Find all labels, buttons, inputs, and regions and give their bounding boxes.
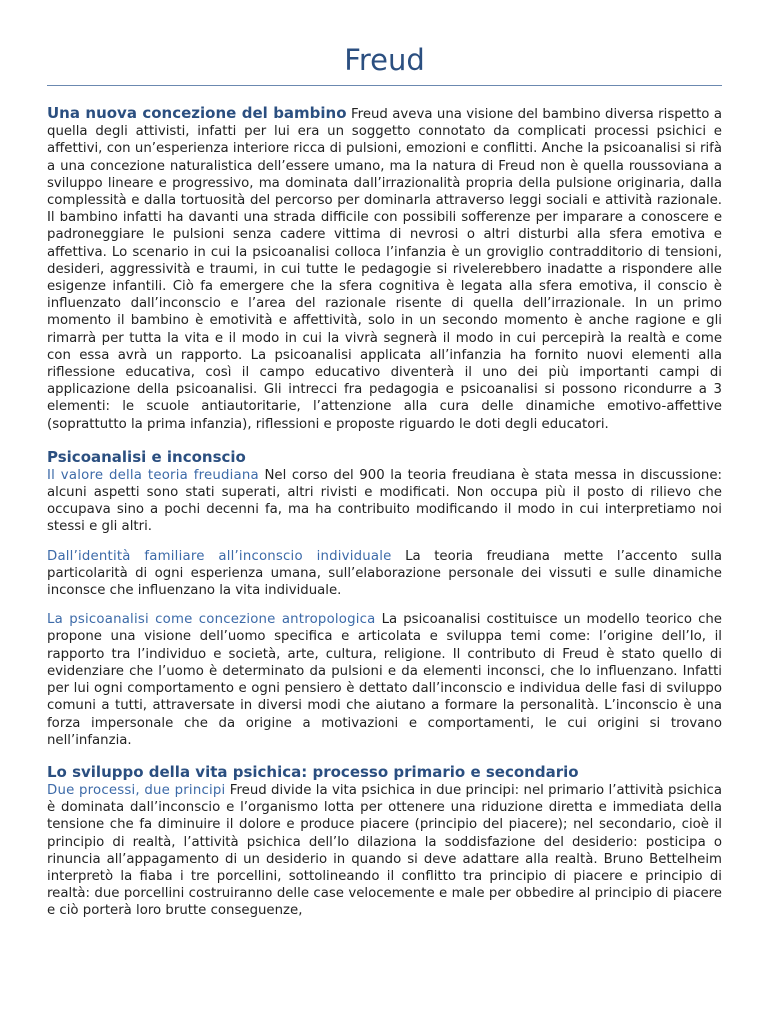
paragraph-intro: [47, 105, 722, 433]
section-heading-sviluppo-vita-psichica: Lo sviluppo della vita psichica: processo primario e secondario: [47, 762, 579, 781]
subheading-concezione-antropologica: La psicoanalisi come concezione antropologica: [47, 612, 376, 628]
subheading-valore-teoria: Il valore della teoria freudiana: [47, 467, 259, 483]
subheading-due-processi: Due processi, due principi: [47, 782, 226, 798]
section-heading-nuova-concezione: Una nuova concezione del bambino: [47, 104, 347, 122]
paragraph-identita-familiare: [47, 548, 722, 600]
paragraph-concezione-antropologica: [47, 611, 722, 749]
paragraph-due-processi: [47, 782, 722, 920]
paragraph-text: Freud aveva una visione del bambino diversa rispetto a quella degli attivisti, infatti per lui era un soggetto connotato da complicati processi psichici e affettivi, con un’esperienza interiore ricca di pulsioni, emozioni e conflitti. Anche la psicoanalisi si rifà a una concezione naturalistica dell’essere umano, ma la natura di Freud non è quella roussoviana a sviluppo lineare e progressivo, ma dominata dall’irrazionalità propria della pulsione originaria, dalla complessità e dalla tortuosità del percorso per dominarla attraverso leggi sociali e attività razionale. Il bambino infatti ha davanti una strada difficile con possibili sofferenze per imparare a conoscere e padroneggiare le pulsioni senza cadere vittima di nevrosi o altri disturbi alla sfera emotiva e affettiva. Lo scenario in cui la psicoanalisi colloca l’infanzia è un groviglio contradditorio di tensioni, desideri, aggressività e traumi, in cui tutte le pedagogie si rivelerebbero inadatte a rispondere alle esigenze infantili. Ciò fa emergere che la sfera cognitiva è legata alla sfera emotiva, il conscio è influenzato dall’inconscio e l’area del razionale risente di quella dell’irrazionale. In un primo momento il bambino è emotività e affettività, solo in un secondo momento è anche ragione e gli rimarrà per tutta la vita e il modo in cui la vivrà segnerà il modo in cui percepirà la realtà e come con essa avrà un rapporto. La psicoanalisi applicata all’infanzia ha fornito nuovi elementi alla riflessione educativa, così il campo educativo diventerà il uno dei più importanti campi di applicazione della psicoanalisi. Gli intrecci fra pedagogia e psicoanalisi si possono ricondurre a 3 elementi: le scuole antiautoritarie, l’attenzione alla cura delle dinamiche emotivo-affettive (soprattutto la prima infanzia), riflessioni e proposte riguardo le doti degli educatori.: [47, 107, 722, 432]
page-title: Freud: [344, 43, 425, 77]
section-heading-psicoanalisi: Psicoanalisi e inconscio: [47, 447, 246, 466]
paragraph-text: Nel corso del 900 la teoria freudiana è stata messa in discussione: alcuni aspetti sono stati superati, altri rivisti e modificati. Non occupa più il posto di rilievo che occupava sino a pochi decenni fa, ma ha contribuito modificando il modo in cui interpretiamo noi stessi e gli altri.: [47, 467, 722, 535]
paragraph-text: Freud divide la vita psichica in due principi: nel primario l’attività psichica è dominata dall’inconscio e l’organismo lotta per ottenere una riduzione diretta e immediata della tensione che fa diminuire il dolore e produce piacere (principio del piacere); nel secondario, cioè il principio di realtà, l’attività psichica dell’Io dilaziona la soddisfazione del desiderio: posticipa o rinuncia all’appagamento di un desiderio in quando si deve adattare alla realtà. Bruno Bettelheim interpretò la fiaba i tre porcellini, sottolineando il conflitto tra principio di piacere e principio di realtà: due porcellini costruiranno delle case velocemente e male per obbedire al principio di piacere e ciò porterà loro brutte conseguenze,: [47, 782, 722, 919]
paragraph-valore-teoria: [47, 467, 722, 536]
paragraph-text: La psicoanalisi costituisce un modello teorico che propone una visione dell’uomo specifica e articolata e sviluppa temi come: l’origine dell’Io, il rapporto tra l’individuo e società, arte, cultura, religione. Il contributo di Freud è stato quello di evidenziare che l’uomo è determinato da pulsioni e da elementi inconsci, che lo influenzano. Infatti per lui ogni comportamento e ogni pensiero è dettato dall’inconscio e individua delle fasi di sviluppo comuni a tutti, attraversate in diversi modi che aiutano a formare la personalità. L’inconscio è una forza impersonale che da origine a motivazioni e comportamenti, le cui origini si trovano nell’infanzia.: [47, 612, 722, 748]
paragraph-text: La teoria freudiana mette l’accento sulla particolarità di ogni esperienza umana, sull’elaborazione personale dei vissuti e sulle dinamiche inconsce che influenzano la vita individuale.: [47, 548, 722, 599]
title-divider: [47, 85, 722, 86]
subheading-identita-familiare: Dall’identità familiare all’inconscio individuale: [47, 548, 392, 564]
